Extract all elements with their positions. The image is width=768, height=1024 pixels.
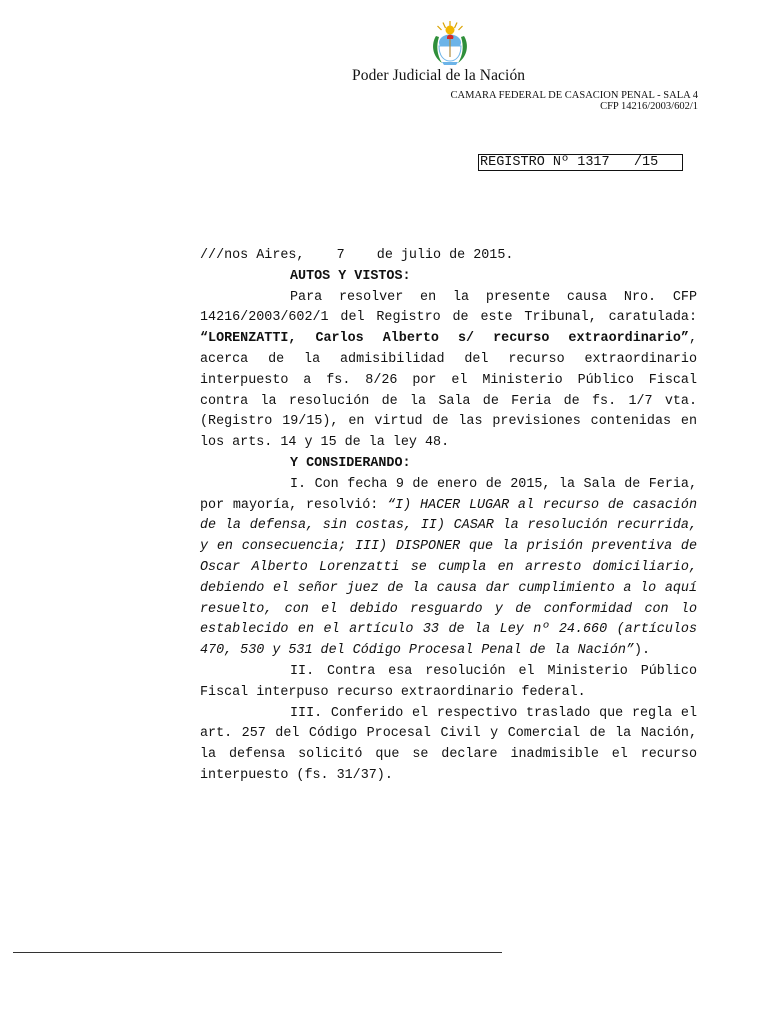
paragraph-i-start: I. Con fecha 9 de enero de 2015, la Sala de Feria, por mayoría, resolvió: <box>200 476 697 513</box>
paragraph-i-end: ). <box>633 643 651 659</box>
ribbon <box>442 62 458 65</box>
pike <box>449 37 450 57</box>
case-reference: CFP 14216/2003/602/1 <box>600 101 698 112</box>
institution-name: Poder Judicial de la Nación <box>352 67 526 84</box>
argentina-coat-of-arms-icon <box>428 20 472 66</box>
paragraph-causa <box>200 288 697 454</box>
considerando-heading: Y CONSIDERANDO: <box>290 455 411 471</box>
sun <box>446 26 455 35</box>
case-title: “LORENZATTI, Carlos Alberto s/ recurso extraordinario” <box>200 331 689 347</box>
registro-box: REGISTRO Nº 1317 /15 <box>478 154 683 171</box>
paragraph-causa-start: Para resolver en la presente causa Nro. CFP 14216/2003/602/1 del Registro de este Tribunal, caratulada: <box>200 289 697 326</box>
resolution-quote: “I) HACER LUGAR al recurso de casación de la defensa, sin costas, II) CASAR la resolución recurrida, y en consecuencia; III) DISPONER que la prisión preventiva de Oscar Alberto Lorenzatti se cumpla en arresto domiciliario, debiendo el señor juez de la causa dar cumplimiento a lo aquí resuelto, con el debido resguardo y de conformidad con lo establecido en el artículo 33 de la Ley nº 24.660 (artículos 470, 530 y 531 del Código Procesal Penal de la Nación” <box>200 497 697 659</box>
document-body <box>200 246 697 787</box>
date-line: ///nos Aires, 7 de julio de 2015. <box>200 248 514 263</box>
paragraph-ii: II. Contra esa resolución el Ministerio Público Fiscal interpuso recurso extraordinario federal. <box>200 663 697 700</box>
paragraph-causa-end: , acerca de la admisibilidad del recurso extraordinario interpuesto a fs. 8/26 por el Ministerio Público Fiscal contra la resolución de la Sala de Feria de fs. 1/7 vta. (Registro 19/15), en virtud de las previsiones contenidas en los arts. 14 y 15 de la ley 48. <box>200 331 697 451</box>
paragraph-iii: III. Conferido el respectivo traslado que regla el art. 257 del Código Procesal Civil y Comercial de la Nación, la defensa solicitó que se declare inadmisible el recurso interpuesto (fs. 31/37). <box>200 705 697 783</box>
autos-heading: AUTOS Y VISTOS: <box>290 268 411 284</box>
paragraph-i <box>200 475 697 662</box>
court-name: CAMARA FEDERAL DE CASACION PENAL - SALA 4 <box>450 90 698 101</box>
footer-rule <box>13 952 502 953</box>
